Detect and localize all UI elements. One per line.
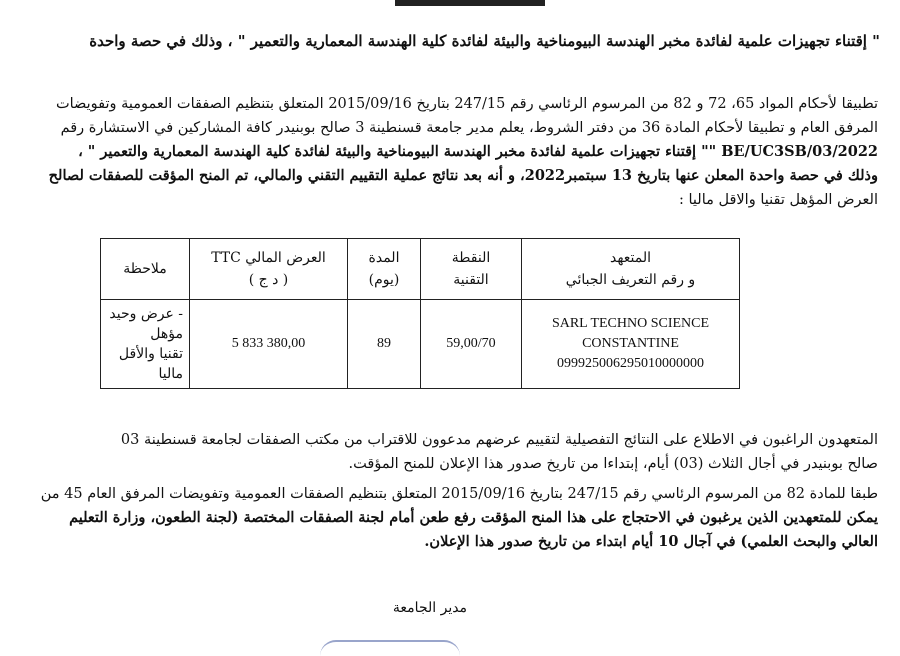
- notice-line: صالح بوبنيدر في أجال الثلاث (03) أيام، إبتداءا من تاريخ صدور هذا الإعلان للمنح المؤقت.: [348, 456, 878, 472]
- cell-remark: - عرض وحيد مؤهل تقنيا والأقل ماليا: [101, 300, 190, 389]
- appeal-paragraph: [18, 482, 878, 554]
- award-table: [100, 238, 740, 389]
- notice-line: المتعهدون الراغبون في الاطلاع على النتائج التفصيلية لتقييم عرضهم مدعوون للاقتراب من مكتب الصفقات لجامعة قسنطينة 03: [120, 432, 878, 448]
- appeal-line: طبقا للمادة 82 من المرسوم الرئاسي رقم 247/15 بتاريخ 2015/09/16 المتعلق بتنظيم الصفقات العمومية وتفويضات المرفق العام 45 من: [40, 486, 878, 502]
- notice-paragraph: [18, 428, 878, 476]
- intro-line: تطبيقا لأحكام المواد 65، 72 و 82 من المرسوم الرئاسي رقم 247/15 بتاريخ 2015/09/16 المتعلق بتنظيم الصفقات العمومية وتفويضات: [55, 96, 878, 112]
- header-remark: ملاحظة: [101, 239, 190, 300]
- appeal-line: يمكن للمتعهدين الذين يرغبون في الاحتجاج على هذا المنح المؤقت رفع طعن أمام لجنة الصفقات المختصة (لجنة الطعون، وزارة التعليم: [69, 509, 878, 526]
- signature-title: مدير الجامعة: [392, 600, 468, 616]
- header-duration: المدة (يوم): [348, 239, 421, 300]
- appeal-line: العالي والبحث العلمي) في آجال 10 أيام ابتداء من تاريخ صدور هذا الإعلان.: [424, 533, 878, 550]
- cell-offer: 5 833 380,00: [190, 300, 348, 389]
- header-remnant-bar: [395, 0, 545, 6]
- table-row: [101, 300, 740, 389]
- intro-line: المرفق العام و تطبيقا لأحكام المادة 36 من دفتر الشروط، يعلم مدير جامعة قسنطينة 3 صالح بوبنيدر كافة المشاركين في الاستشارة رقم: [60, 120, 878, 136]
- header-score: النقطة التقنية: [421, 239, 522, 300]
- cell-duration: 89: [348, 300, 421, 389]
- header-offer: العرض المالي TTC ( د ج ): [190, 239, 348, 300]
- cell-bidder: SARL TECHNO SCIENCE CONSTANTINE 099925006295010000000: [522, 300, 740, 389]
- intro-line: وذلك في حصة واحدة المعلن عنها بتاريخ 13 سبتمبر2022، و أنه بعد نتائج عملية التقييم التقني والمالي، تم المنح المؤقت للصفقات لصالح: [48, 167, 878, 184]
- intro-line: العرض المؤهل تقنيا والاقل ماليا :: [679, 192, 878, 208]
- official-stamp-edge: [320, 640, 460, 656]
- header-bidder: المتعهد و رقم التعريف الجبائي: [522, 239, 740, 300]
- tender-headline: " إقتناء تجهيزات علمية لفائدة مخبر الهندسة البيومناخية والبيئة لفائدة كلية الهندسة المعمارية والتعمير " ، وذلك في حصة واحدة: [89, 32, 880, 50]
- intro-paragraph: [18, 92, 878, 212]
- cell-score: 59,00/70: [421, 300, 522, 389]
- intro-line: 2022/BE/UC3SB/03 "" إقتناء تجهيزات علمية لفائدة مخبر الهندسة البيومناخية والبيئة لفائدة كلية الهندسة المعمارية والتعمير " ،: [78, 143, 878, 160]
- table-header-row: [101, 239, 740, 300]
